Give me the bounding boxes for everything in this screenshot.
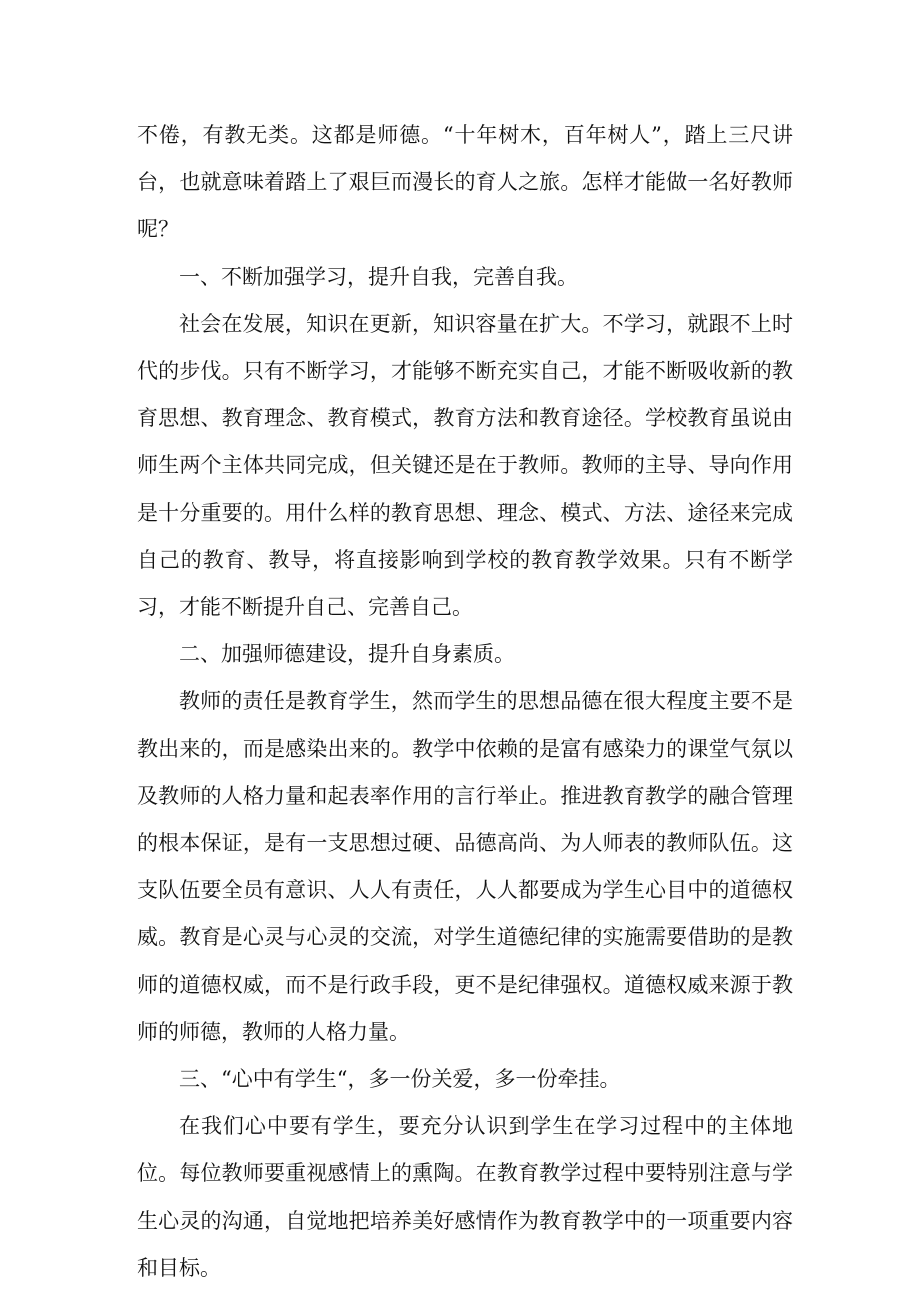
section-heading-3: 三、“心中有学生“，多一份关爱，多一份牵挂。 — [179, 1067, 621, 1092]
paragraph-ethics: 教师的责任是教育学生，然而学生的思想品德在很大程度主要不是教出来的，而是感染出来的。教学中依赖的是富有感染力的课堂气氛以及教师的人格力量和起表率作用的言行举止。推进教育教学的融合管理的根本保证，是有一支思想过硬、品德高尚、为人师表的教师队伍。这支队伍要全员有意识、人人有责任，人人都要成为学生心目中的道德权威。教育是心灵与心灵的交流，对学生道德纪律的实施需要借助的是教师的道德权威，而不是行政手段，更不是纪律强权。道德权威来源于教师的师德，教师的人格力量。 — [137, 689, 793, 1044]
section-heading-2: 二、加强师德建设，提升自身素质。 — [179, 642, 515, 667]
document-body — [137, 112, 793, 1292]
paragraph-learning: 社会在发展，知识在更新，知识容量在扩大。不学习，就跟不上时代的步伐。只有不断学习，才能够不断充实自己，才能不断吸收新的教育思想、教育理念、教育模式，教育方法和教育途径。学校教育虽说由师生两个主体共同完成，但关键还是在于教师。教师的主导、导向作用是十分重要的。用什么样的教育思想、理念、模式、方法、途径来完成自己的教育、教导，将直接影响到学校的教育教学效果。只有不断学习，才能不断提升自己、完善自己。 — [137, 311, 793, 620]
section-heading-1: 一、不断加强学习，提升自我，完善自我。 — [179, 264, 578, 289]
paragraph-continuation: 不倦，有教无类。这都是师德。“十年树木，百年树人”，踏上三尺讲台，也就意味着踏上了艰巨而漫长的育人之旅。怎样才能做一名好教师呢？ — [137, 123, 793, 242]
paragraph-care: 在我们心中要有学生，要充分认识到学生在学习过程中的主体地位。每位教师要重视感情上的熏陶。在教育教学过程中要特别注意与学生心灵的沟通，自觉地把培养美好感情作为教育教学中的一项重要内容和目标。 — [137, 1114, 793, 1280]
